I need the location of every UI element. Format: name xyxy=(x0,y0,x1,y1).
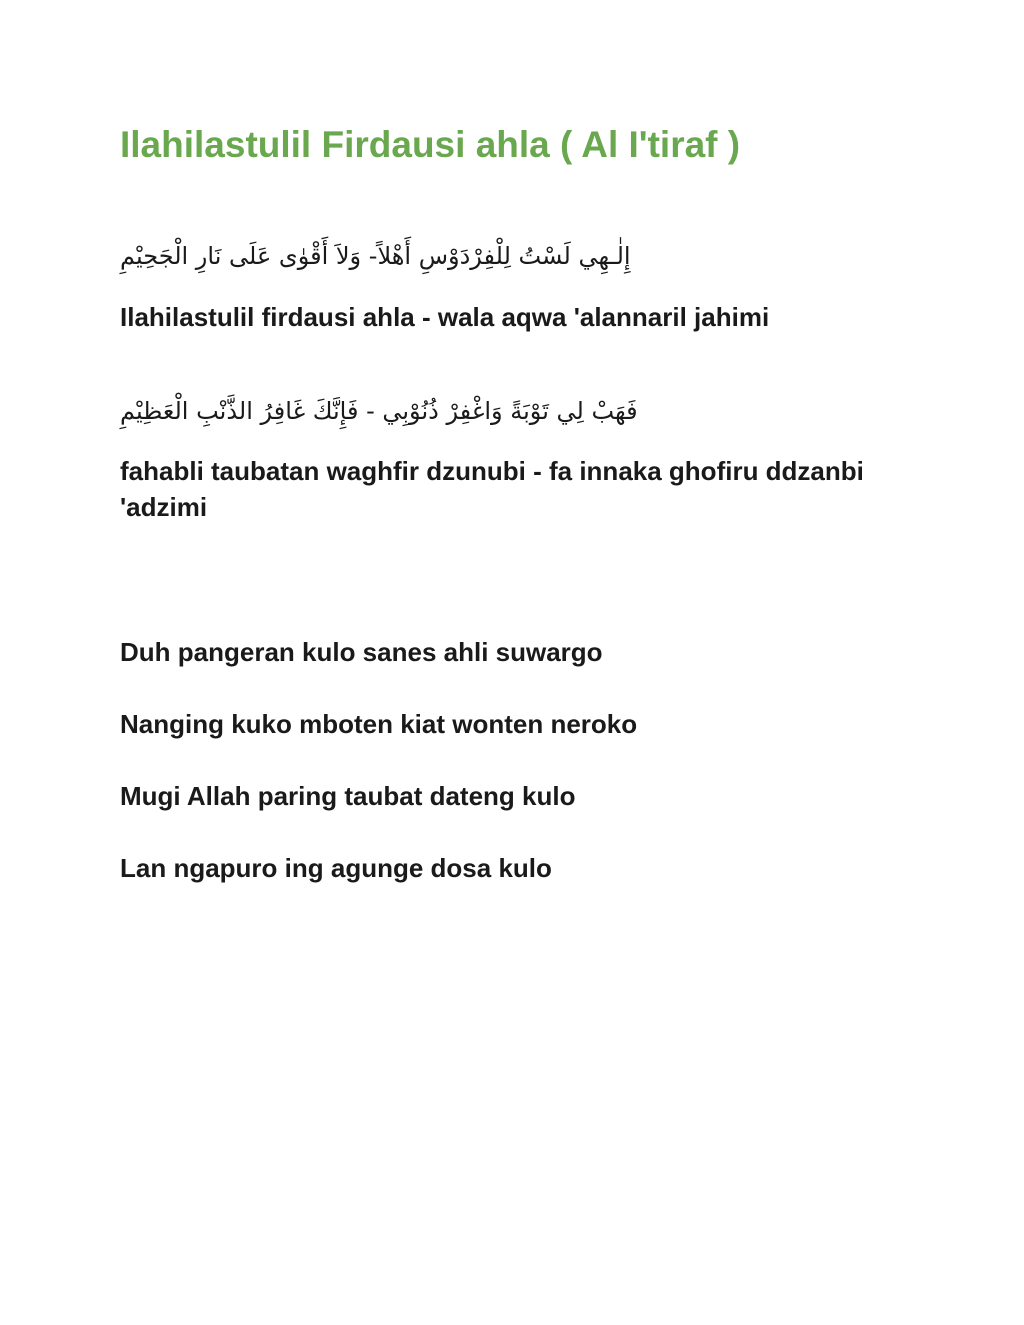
document-title: Ilahilastulil Firdausi ahla ( Al I'tiraf ) xyxy=(120,124,741,165)
meaning-line-2: Nanging kuko mboten kiat wonten neroko xyxy=(120,709,638,739)
arabic-verse-2: فَهَبْ لِي تَوْبَةً وَاغْفِرْ ذُنُوْبِي - فَإِنَّكَ غَافِرُ الذَّنْبِ الْعَظِيْمِ xyxy=(120,397,638,425)
meaning-line-4: Lan ngapuro ing agunge dosa kulo xyxy=(120,853,552,883)
arabic-verse-1: إِلٰـهِي لَسْتُ لِلْفِرْدَوْسِ أَهْلاً- وَلاَ أَقْوٰى عَلَى نَارِ الْجَحِيْمِ xyxy=(120,242,631,270)
meaning-line-1: Duh pangeran kulo sanes ahli suwargo xyxy=(120,637,603,667)
transliteration-verse-1: Ilahilastulil firdausi ahla - wala aqwa 'alannaril jahimi xyxy=(120,302,770,332)
meaning-line-3: Mugi Allah paring taubat dateng kulo xyxy=(120,781,576,811)
transliteration-verse-2: fahabli taubatan waghfir dzunubi - fa innaka ghofiru ddzanbi 'adzimi xyxy=(120,456,864,522)
